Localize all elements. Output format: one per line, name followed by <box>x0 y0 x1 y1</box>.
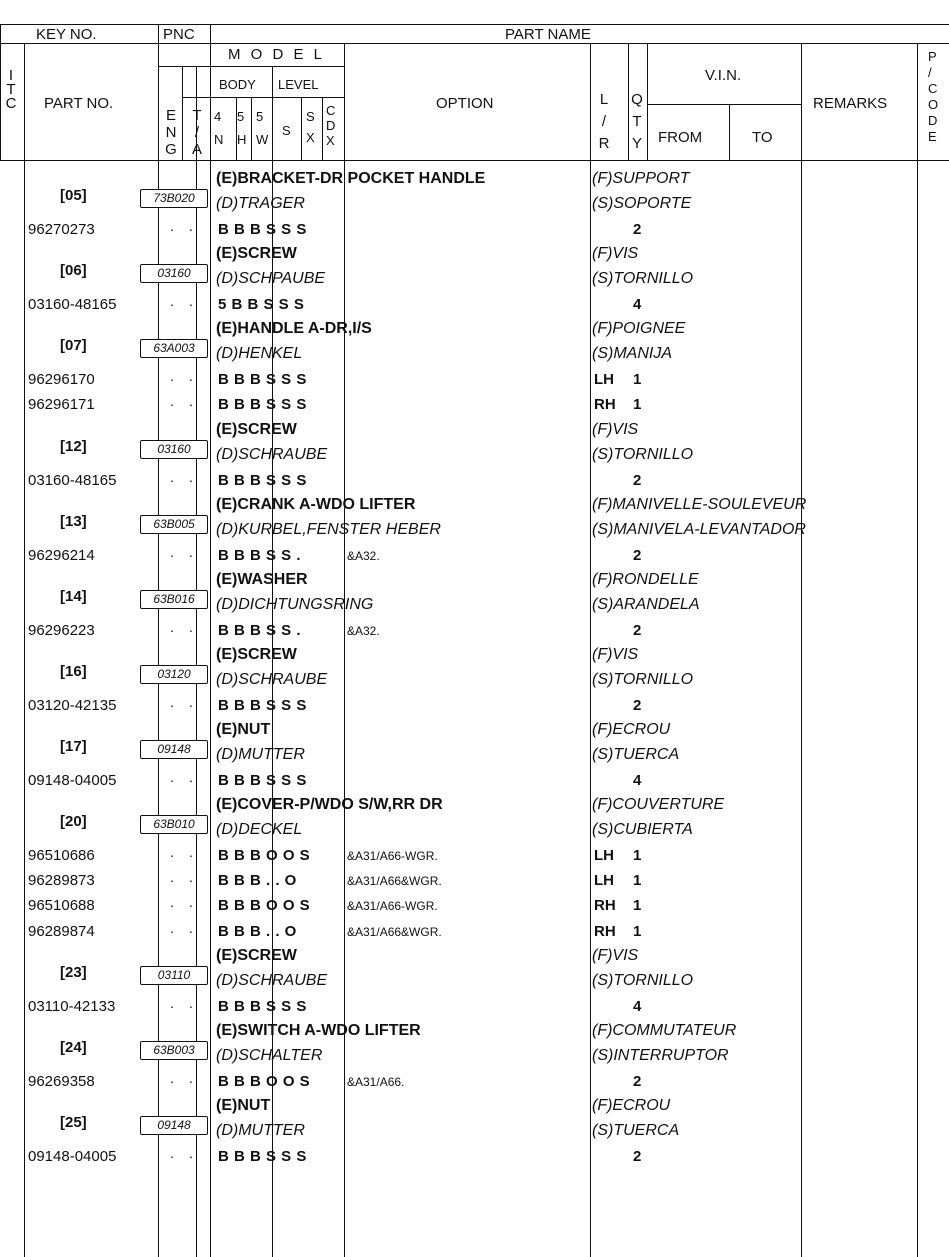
eng-dot: . <box>170 618 174 635</box>
ta-dot: . <box>189 218 193 235</box>
part-name-english: (E)SCREW <box>216 946 297 964</box>
eng-dot: . <box>170 218 174 235</box>
qty-header: Q <box>631 91 643 108</box>
body-col-header: 5 <box>256 109 264 124</box>
ta-dot: . <box>189 293 193 310</box>
part-no-header: PART NO. <box>44 95 114 112</box>
part-name-english: (E)BRACKET-DR POCKET HANDLE <box>216 170 486 187</box>
ta-header: A <box>191 141 202 158</box>
lr-code: LH <box>594 872 614 890</box>
ta-dot: . <box>189 393 193 410</box>
part-name-spanish: (S)MANIVELA-LEVANTADOR <box>592 520 806 538</box>
vin-to-header: TO <box>752 129 773 146</box>
pnc-box: 63B016 <box>140 590 208 609</box>
part-name-spanish: (S)TORNILLO <box>592 270 694 288</box>
eng-dot: . <box>170 769 174 786</box>
part-number: 03120-42135 <box>28 697 117 715</box>
key-no: [23] <box>60 963 87 981</box>
option-code: &A31/A66&WGR. <box>347 924 442 939</box>
part-name-spanish: (S)TORNILLO <box>592 671 694 688</box>
body-level-rule <box>182 97 344 98</box>
body-col-header: H <box>237 132 247 147</box>
key-no: [17] <box>60 738 87 756</box>
pnc-col-line <box>158 24 159 1257</box>
ta-dot: . <box>189 368 193 385</box>
pnc-box: 03160 <box>140 264 208 283</box>
lr-code: LH <box>594 847 614 865</box>
part-name-german: (D)MUTTER <box>216 1121 305 1139</box>
part-name-german: (D)MUTTER <box>216 746 305 764</box>
option-header: OPTION <box>436 95 494 112</box>
part-name-english: (E)CRANK A-WDO LIFTER <box>216 495 416 513</box>
key-no: [06] <box>60 262 87 280</box>
model-code: B B B S S S <box>218 772 307 790</box>
ta-dot: . <box>189 694 193 711</box>
part-number: 96296214 <box>28 546 95 564</box>
itc-line <box>24 43 25 1257</box>
remarks-header: REMARKS <box>813 95 888 112</box>
lr-header: / <box>601 113 607 130</box>
quantity: 2 <box>633 697 642 715</box>
part-name-french: (F)ECROU <box>592 721 671 739</box>
model-rule <box>158 66 344 67</box>
body-header: BODY <box>219 77 256 92</box>
option-line <box>344 43 345 1257</box>
option-code: &A31/A66&WGR. <box>347 874 442 889</box>
model-code: B B B O O S <box>218 1072 311 1090</box>
part-number: 09148-04005 <box>28 1147 117 1165</box>
level-cdx-x: X <box>326 133 335 148</box>
part-number: 96296170 <box>28 371 95 389</box>
itc-header: T <box>6 81 16 98</box>
key-no-header: KEY NO. <box>36 26 97 43</box>
vin-from-header: FROM <box>658 129 703 146</box>
part-name-german: (D)SCHRAUBE <box>216 445 328 463</box>
part-name-german: (D)DICHTUNGSRING <box>216 595 374 613</box>
part-name-french: (F)POIGNEE <box>592 320 686 338</box>
eng-dot: . <box>170 368 174 385</box>
pcode-header: C <box>928 81 938 96</box>
part-name-english: (E)WASHER <box>216 570 308 588</box>
eng-dot: . <box>170 1144 174 1161</box>
quantity: 1 <box>633 872 642 890</box>
pcode-header: O <box>928 97 939 112</box>
ta-dot: . <box>189 894 193 911</box>
lr-header: R <box>598 135 610 152</box>
ta-dot: . <box>189 543 193 560</box>
part-name-spanish: (S)TORNILLO <box>592 971 694 989</box>
level-col-1 <box>301 97 302 160</box>
vin-rule <box>647 104 801 105</box>
quantity: 4 <box>633 772 642 790</box>
level-col-2 <box>322 97 323 160</box>
part-name-english: (E)SWITCH A-WDO LIFTER <box>216 1021 421 1039</box>
eng-dot: . <box>170 894 174 911</box>
eng-header: E <box>165 107 176 124</box>
key-no: [16] <box>60 663 87 680</box>
pnc-box: 63B005 <box>140 515 208 534</box>
part-number: 09148-04005 <box>28 772 117 790</box>
eng-dot: . <box>170 919 174 936</box>
ta-dot: . <box>189 1069 193 1086</box>
left-edge <box>0 24 1 160</box>
model-code: B B B S S S <box>218 371 307 389</box>
body-col-2 <box>251 97 252 160</box>
model-code: B B B S S S <box>218 697 307 715</box>
pnc-box: 63B003 <box>140 1041 208 1060</box>
quantity: 2 <box>633 546 642 564</box>
option-code: &A32. <box>347 623 380 638</box>
vin-right-line <box>801 43 802 1257</box>
header-top-rule <box>0 24 949 25</box>
eng-dot: . <box>170 468 174 485</box>
quantity: 4 <box>633 296 642 314</box>
level-s-header: S <box>282 123 291 138</box>
part-name-german: (D)DECKEL <box>216 821 303 839</box>
ta-header: / <box>194 124 200 141</box>
key-no: [12] <box>60 437 87 455</box>
ta-dot: . <box>189 844 193 861</box>
body-col-header: W <box>256 132 269 147</box>
part-name-french: (F)RONDELLE <box>592 570 699 588</box>
part-name-french: (F)ECROU <box>592 1096 671 1114</box>
key-no: [05] <box>60 187 87 205</box>
eng-header: G <box>165 141 177 158</box>
part-number: 96510686 <box>28 847 95 865</box>
option-code: &A31/A66. <box>347 1074 405 1089</box>
level-header: LEVEL <box>278 77 319 92</box>
part-name-french: (F)VIS <box>592 245 639 263</box>
ta-dot: . <box>189 769 193 786</box>
ta-dot: . <box>189 919 193 936</box>
part-name-english: (E)SCREW <box>216 645 297 663</box>
itc-header: I <box>8 67 14 84</box>
body-col-1 <box>236 97 237 160</box>
part-number: 03160-48165 <box>28 296 117 314</box>
key-no: [20] <box>60 813 87 831</box>
pnc-box: 09148 <box>140 740 208 759</box>
part-name-english: (E)SCREW <box>216 420 297 438</box>
part-number: 96510688 <box>28 897 95 915</box>
pnc-box: 09148 <box>140 1116 208 1135</box>
model-code: B B B O O S <box>218 897 311 915</box>
part-name-spanish: (S)TUERCA <box>592 746 680 764</box>
quantity: 2 <box>633 1147 642 1165</box>
part-name-header: PART NAME <box>505 26 591 43</box>
ta-dot: . <box>189 618 193 635</box>
level-sx-s: S <box>306 109 315 124</box>
quantity: 1 <box>633 371 642 389</box>
ta-dot: . <box>189 994 193 1011</box>
part-name-french: (F)MANIVELLE-SOULEVEUR <box>592 495 807 513</box>
vin-header: V.I.N. <box>705 67 742 84</box>
quantity: 2 <box>633 471 642 489</box>
eng-header: N <box>165 124 177 141</box>
body-col-header: N <box>214 132 224 147</box>
quantity: 4 <box>633 997 642 1015</box>
quantity: 1 <box>633 897 642 915</box>
part-name-spanish: (S)INTERRUPTOR <box>592 1046 729 1064</box>
part-name-spanish: (S)MANIJA <box>592 345 672 363</box>
model-code: B B B S S . <box>218 621 302 639</box>
key-no: [07] <box>60 337 87 355</box>
part-name-german: (D)KURBEL,FENSTER HEBER <box>216 520 441 538</box>
pnc-box: 03160 <box>140 440 208 459</box>
lr-line <box>628 43 629 160</box>
pcode-header: D <box>928 113 938 128</box>
model-header: M O D E L <box>228 46 326 63</box>
part-name-spanish: (S)SOPORTE <box>592 195 692 213</box>
part-number: 96289873 <box>28 872 95 890</box>
model-code: B B B . . O <box>218 922 297 940</box>
part-name-german: (D)SCHRAUBE <box>216 971 328 989</box>
eng-dot: . <box>170 1069 174 1086</box>
part-name-english: (E)NUT <box>216 1096 271 1114</box>
eng-dot: . <box>170 293 174 310</box>
pnc-box: 03120 <box>140 665 208 684</box>
lr-header: L <box>599 91 609 108</box>
part-number: 03160-48165 <box>28 471 117 489</box>
part-number: 96270273 <box>28 221 95 239</box>
part-name-french: (F)SUPPORT <box>592 170 690 187</box>
quantity: 2 <box>633 221 642 239</box>
partname-right-line <box>590 43 591 1257</box>
part-name-english: (E)COVER-P/WDO S/W,RR DR <box>216 796 443 814</box>
qty-header: T <box>632 113 642 130</box>
pnc-box: 73B020 <box>140 189 208 208</box>
body-col-header: 5 <box>237 109 245 124</box>
model-code: B B B S S S <box>218 1147 307 1165</box>
level-sx-x: X <box>306 130 315 145</box>
part-name-spanish: (S)TORNILLO <box>592 445 694 463</box>
part-name-french: (F)VIS <box>592 645 639 663</box>
ta-header: T <box>192 107 202 124</box>
eng-dot: . <box>170 543 174 560</box>
part-number: 96296171 <box>28 396 95 414</box>
part-name-english: (E)NUT <box>216 721 271 739</box>
part-name-french: (F)COMMUTATEUR <box>592 1021 737 1039</box>
part-name-english: (E)SCREW <box>216 245 297 263</box>
vin-mid-line <box>729 104 730 160</box>
part-name-french: (F)VIS <box>592 420 639 438</box>
pnc-box: 63B010 <box>140 815 208 834</box>
model-code: B B B S S S <box>218 221 307 239</box>
quantity: 1 <box>633 922 642 940</box>
part-name-german: (D)TRAGER <box>216 195 305 213</box>
qty-line <box>647 43 648 160</box>
eng-dot: . <box>170 694 174 711</box>
part-number: 96296223 <box>28 621 95 639</box>
eng-line <box>182 66 183 160</box>
remarks-line <box>917 43 918 1257</box>
part-name-german: (D)SCHRAUBE <box>216 671 328 688</box>
pnc-right-line <box>210 24 211 1257</box>
quantity: 2 <box>633 621 642 639</box>
qty-header: Y <box>631 135 642 152</box>
model-code: 5 B B S S S <box>218 296 305 314</box>
part-name-french: (F)COUVERTURE <box>592 796 725 814</box>
part-number: 96289874 <box>28 922 95 940</box>
key-no: [13] <box>60 512 87 530</box>
quantity: 1 <box>633 847 642 865</box>
part-name-english: (E)HANDLE A-DR,I/S <box>216 320 372 338</box>
part-name-german: (D)HENKEL <box>216 345 303 363</box>
part-name-french: (F)VIS <box>592 946 639 964</box>
lr-code: RH <box>594 396 616 414</box>
model-code: B B B S S S <box>218 471 307 489</box>
pnc-box: 63A003 <box>140 339 208 358</box>
body-col-header: 4 <box>214 109 222 124</box>
ta-line <box>196 66 197 1257</box>
lr-code: LH <box>594 371 614 389</box>
quantity: 1 <box>633 396 642 414</box>
ta-dot: . <box>189 1144 193 1161</box>
quantity: 2 <box>633 1072 642 1090</box>
option-code: &A31/A66-WGR. <box>347 899 438 914</box>
part-name-german: (D)SCHPAUBE <box>216 270 326 288</box>
model-code: B B B S S S <box>218 997 307 1015</box>
model-code: B B B . . O <box>218 872 297 890</box>
lr-code: RH <box>594 922 616 940</box>
ta-dot: . <box>189 869 193 886</box>
key-no: [25] <box>60 1113 87 1131</box>
header-rule-1 <box>0 43 949 44</box>
model-code: B B B S S S <box>218 396 307 414</box>
eng-dot: . <box>170 844 174 861</box>
lr-code: RH <box>594 897 616 915</box>
pcode-header: P <box>928 49 937 64</box>
option-code: &A32. <box>347 548 380 563</box>
part-name-german: (D)SCHALTER <box>216 1046 323 1064</box>
header-bottom-rule <box>0 160 949 161</box>
level-cdx-d: D <box>326 118 336 133</box>
key-no: [14] <box>60 587 87 605</box>
pnc-box: 03110 <box>140 966 208 985</box>
level-cdx-c: C <box>326 103 336 118</box>
model-code: B B B S S . <box>218 546 302 564</box>
eng-dot: . <box>170 869 174 886</box>
option-code: &A31/A66-WGR. <box>347 849 438 864</box>
key-no: [24] <box>60 1038 87 1056</box>
pnc-header: PNC <box>163 26 195 43</box>
itc-header: C <box>5 95 17 112</box>
part-name-spanish: (S)TUERCA <box>592 1121 680 1139</box>
ta-dot: . <box>189 468 193 485</box>
pcode-header: / <box>928 65 932 80</box>
eng-dot: . <box>170 393 174 410</box>
part-number: 03110-42133 <box>28 997 116 1015</box>
eng-dot: . <box>170 994 174 1011</box>
part-name-spanish: (S)ARANDELA <box>592 595 700 613</box>
model-code: B B B O O S <box>218 847 311 865</box>
pcode-header: E <box>928 129 937 144</box>
part-name-spanish: (S)CUBIERTA <box>592 821 693 839</box>
part-number: 96269358 <box>28 1072 95 1090</box>
